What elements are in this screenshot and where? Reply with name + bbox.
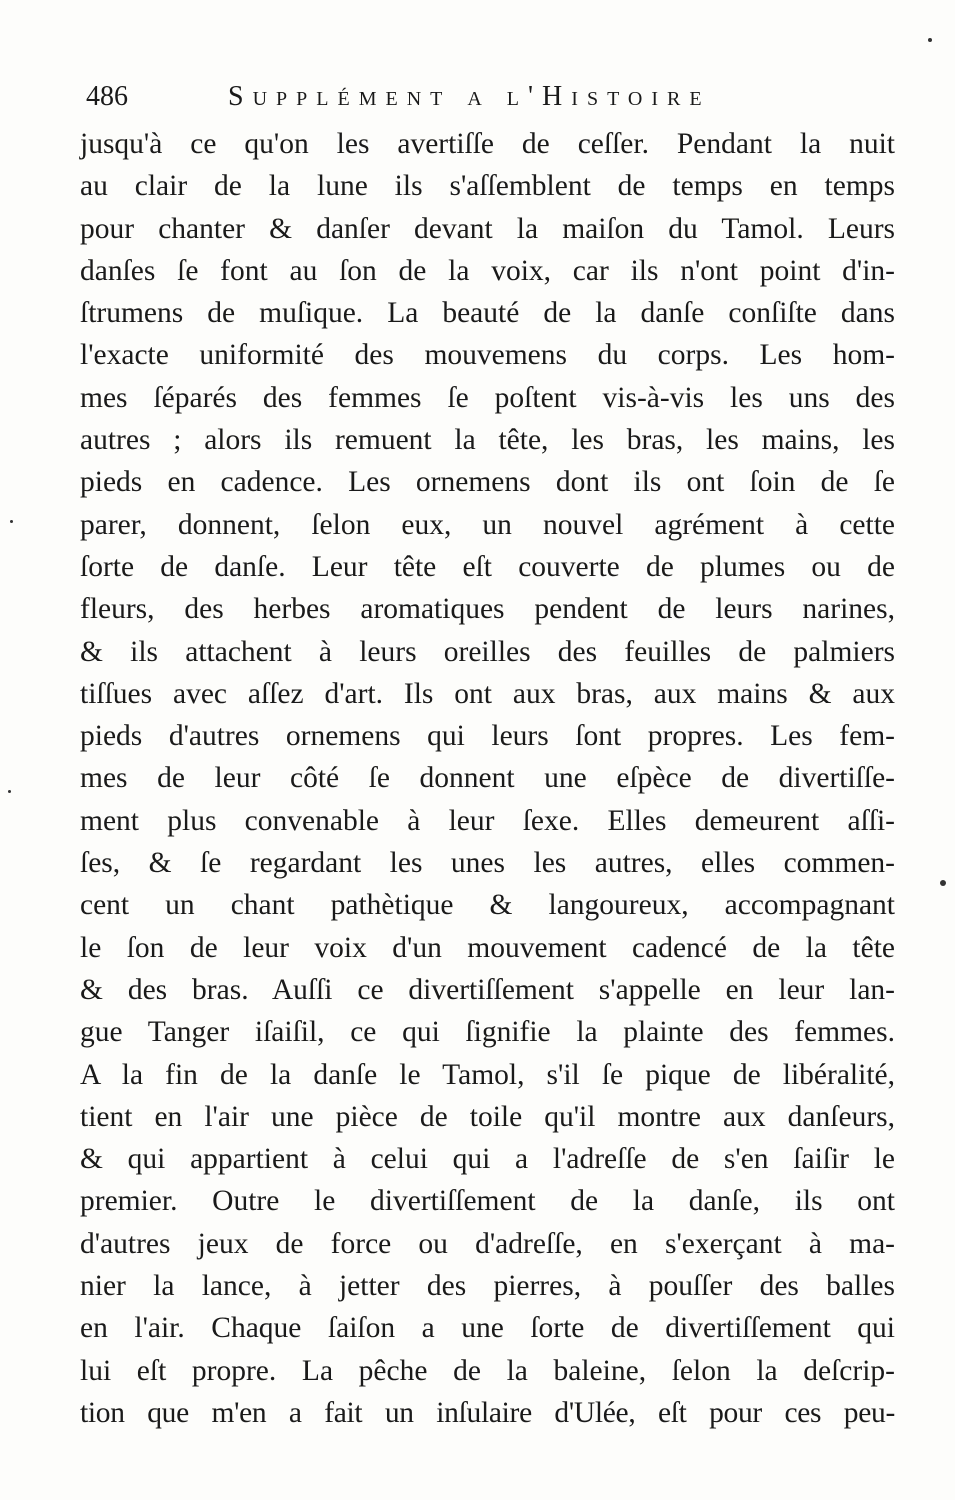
running-title: Supplément a l'Histoire [228, 81, 711, 112]
ink-speck [10, 520, 13, 523]
text-line: ſes, & ſe regardant les unes les autres, elles commen- [80, 847, 895, 880]
page-number: 486 [86, 81, 128, 112]
text-line: ment plus convenable à leur ſexe. Elles demeurent aſſi- [80, 804, 895, 837]
text-line: & des bras. Auſſi ce divertiſſement s'appelle en leur lan- [80, 973, 895, 1006]
text-line: cent un chant pathètique & langoureux, accompagnant [80, 889, 895, 922]
ink-speck [928, 38, 932, 42]
text-line: pieds d'autres ornemens qui leurs ſont propres. Les fem- [80, 720, 895, 753]
ink-speck [940, 880, 946, 886]
text-line: gue Tanger iſaiſil, ce qui ſignifie la plainte des femmes. [80, 1016, 895, 1049]
text-line: fleurs, des herbes aromatiques pendent de leurs narines, [80, 593, 895, 626]
text-line: autres ; alors ils remuent la tête, les bras, les mains, les [80, 424, 895, 457]
text-line: & ils attachent à leurs oreilles des feuilles de palmiers [80, 635, 895, 668]
text-line: tion que m'en a fait un inſulaire d'Ulée, eſt pour ces peu- [80, 1396, 895, 1429]
text-line: mes de leur côté ſe donnent une eſpèce de divertiſſe- [80, 762, 895, 795]
running-head [80, 75, 900, 119]
text-line: & qui appartient à celui qui a l'adreſſe de s'en ſaiſir le [80, 1143, 895, 1176]
text-line: parer, donnent, ſelon eux, un nouvel agrément à cette [80, 508, 895, 541]
text-line: mes ſéparés des femmes ſe poſtent vis-à-vis les uns des [80, 381, 895, 414]
text-line: le ſon de leur voix d'un mouvement cadencé de la tête [80, 931, 895, 964]
text-line: tiſſues avec aſſez d'art. Ils ont aux bras, aux mains & aux [80, 677, 895, 710]
text-line: au clair de la lune ils s'aſſemblent de temps en temps [80, 170, 895, 203]
text-line: A la fin de la danſe le Tamol, s'il ſe pique de libéralité, [80, 1058, 895, 1091]
text-line: d'autres jeux de force ou d'adreſſe, en s'exerçant à ma- [80, 1227, 895, 1260]
text-line: nier la lance, à jetter des pierres, à pouſſer des balles [80, 1270, 895, 1303]
text-line: en l'air. Chaque ſaiſon a une ſorte de divertiſſement qui [80, 1312, 895, 1345]
ink-speck [8, 790, 11, 793]
text-line: premier. Outre le divertiſſement de la danſe, ils ont [80, 1185, 895, 1218]
text-line: pieds en cadence. Les ornemens dont ils ont ſoin de ſe [80, 466, 895, 499]
text-line: ſtrumens de muſique. La beauté de la danſe conſiſte dans [80, 297, 895, 330]
text-line: lui eſt propre. La pêche de la baleine, ſelon la deſcrip- [80, 1354, 895, 1387]
text-line: ſorte de danſe. Leur tête eſt couverte de plumes ou de [80, 550, 895, 583]
text-line: danſes ſe font au ſon de la voix, car ils n'ont point d'in- [80, 254, 895, 287]
text-line: pour chanter & danſer devant la maiſon du Tamol. Leurs [80, 212, 895, 245]
text-line: l'exacte uniformité des mouvemens du corps. Les hom- [80, 339, 895, 372]
body-text [80, 123, 895, 1434]
text-line: jusqu'à ce qu'on les avertiſſe de ceſſer. Pendant la nuit [80, 128, 895, 160]
text-line: tient en l'air une pièce de toile qu'il montre aux danſeurs, [80, 1100, 895, 1133]
